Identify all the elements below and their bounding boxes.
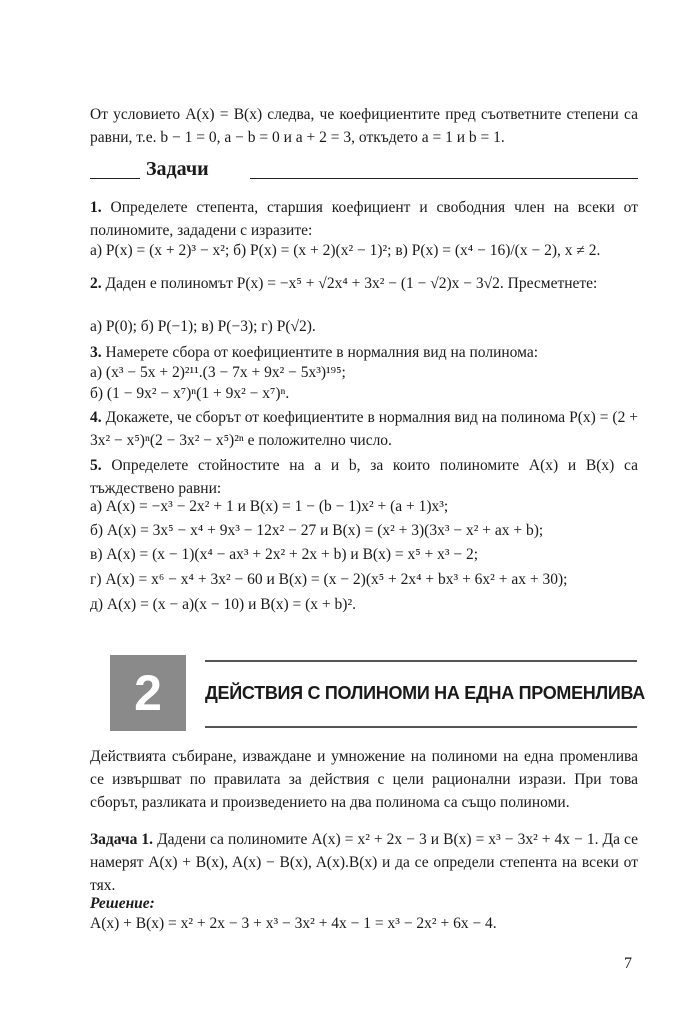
task-5-e: д) A(x) = (x − a)(x − 10) и B(x) = (x + b)². [90,596,356,613]
page-number: 7 [624,955,632,972]
task-1-text: Определете степента, старшия коефициент и свободния член на всеки от полиномите, зададени с изразите: [90,199,639,239]
task-3-b: б) (1 − 9x² − x⁷)ⁿ(1 + 9x² − x⁷)ⁿ. [90,385,290,402]
task-3-number: 3. [90,344,102,361]
task-3-a: а) (x³ − 5x + 2)²¹¹.(3 − 7x + 9x² − 5x³)¹⁹⁵; [90,364,346,381]
task-1-items: а) P(x) = (x + 2)³ − x²; б) P(x) = (x + 2)(x² − 1)²; в) P(x) = (x⁴ − 16)/(x − 2), x ≠ 2. [90,242,601,259]
section-rule-bottom [205,726,637,728]
task-3-text: Намерете сбора от коефициентите в нормалния вид на полинома: [105,344,539,361]
tasks-header [90,158,638,188]
problem-1 [90,828,638,897]
task-4-number: 4. [90,409,102,426]
task-3 [90,341,638,364]
header-rule-right [250,178,638,179]
task-2-text: Даден е полиномът P(x) = −x⁵ + √2x⁴ + 3x² − (1 − √2)x − 3√2. Пресметнете: [105,275,598,292]
section-rule-top [205,660,637,662]
solution-label: Решение: [90,895,155,912]
task-1-number: 1. [90,199,102,216]
task-5-c: в) A(x) = (x − 1)(x⁴ − ax³ + 2x² + 2x + b) и B(x) = x⁵ + x³ − 2; [90,546,479,563]
intro-paragraph: От условието A(x) = B(x) следва, че коефициентите пред съответните степени са равни, т.е. b − 1 = 0, a − b = 0 и a + 2 = 3, откъдето a = 1 и b = 1. [90,106,638,146]
task-4 [90,406,638,452]
task-1 [90,196,638,242]
task-5-number: 5. [90,457,102,474]
problem-1-label: Задача 1. [90,831,154,848]
section-title: ДЕЙСТВИЯ С ПОЛИНОМИ НА ЕДНА ПРОМЕНЛИВА [205,683,645,703]
task-2-items: а) P(0); б) P(−1); в) P(−3); г) P(√2). [90,318,316,335]
section-number-box: 2 [110,655,186,731]
task-5-b: б) A(x) = 3x⁵ − x⁴ + 9x³ − 12x² − 27 и B(x) = (x² + 3)(3x³ − x² + ax + b); [90,522,544,539]
task-5-d: г) A(x) = x⁶ − x⁴ + 3x² − 60 и B(x) = (x − 2)(x⁵ + 2x⁴ + bx³ + 6x² + ax + 30); [90,571,568,588]
task-2-number: 2. [90,275,102,292]
task-2 [90,272,638,295]
task-5-a: а) A(x) = −x³ − 2x² + 1 и B(x) = 1 − (b − 1)x² + (a + 1)x³; [90,498,449,515]
task-5 [90,454,638,500]
problem-1-text: Дадени са полиномите A(x) = x² + 2x − 3 и B(x) = x³ − 3x² + 4x − 1. Да се намерят A(x) + B(x), A(x) − B(x), A(x).B(x) и да се определи степента на всеки от тях. [90,831,638,894]
task-5-text: Определете стойностите на a и b, за които полиномите A(x) и B(x) са тъждествено равни: [90,457,638,497]
body-paragraph: Действията събиране, изваждане и умножение на полиноми на една променлива се извършват по правилата за действия с цели рационални изрази. При това сборът, разликата и произведението на два полинома са също полиноми. [90,748,638,811]
solution-line: A(x) + B(x) = x² + 2x − 3 + x³ − 3x² + 4x − 1 = x³ − 2x² + 6x − 4. [90,915,497,932]
task-4-text: Докажете, че сборът от коефициентите в нормалния вид на полинома P(x) = (2 + 3x² − x⁵)ⁿ(2 − 3x² − x⁵)²ⁿ е положително число. [90,409,638,449]
header-rule-left [90,178,140,179]
tasks-title: Задачи [146,158,209,180]
